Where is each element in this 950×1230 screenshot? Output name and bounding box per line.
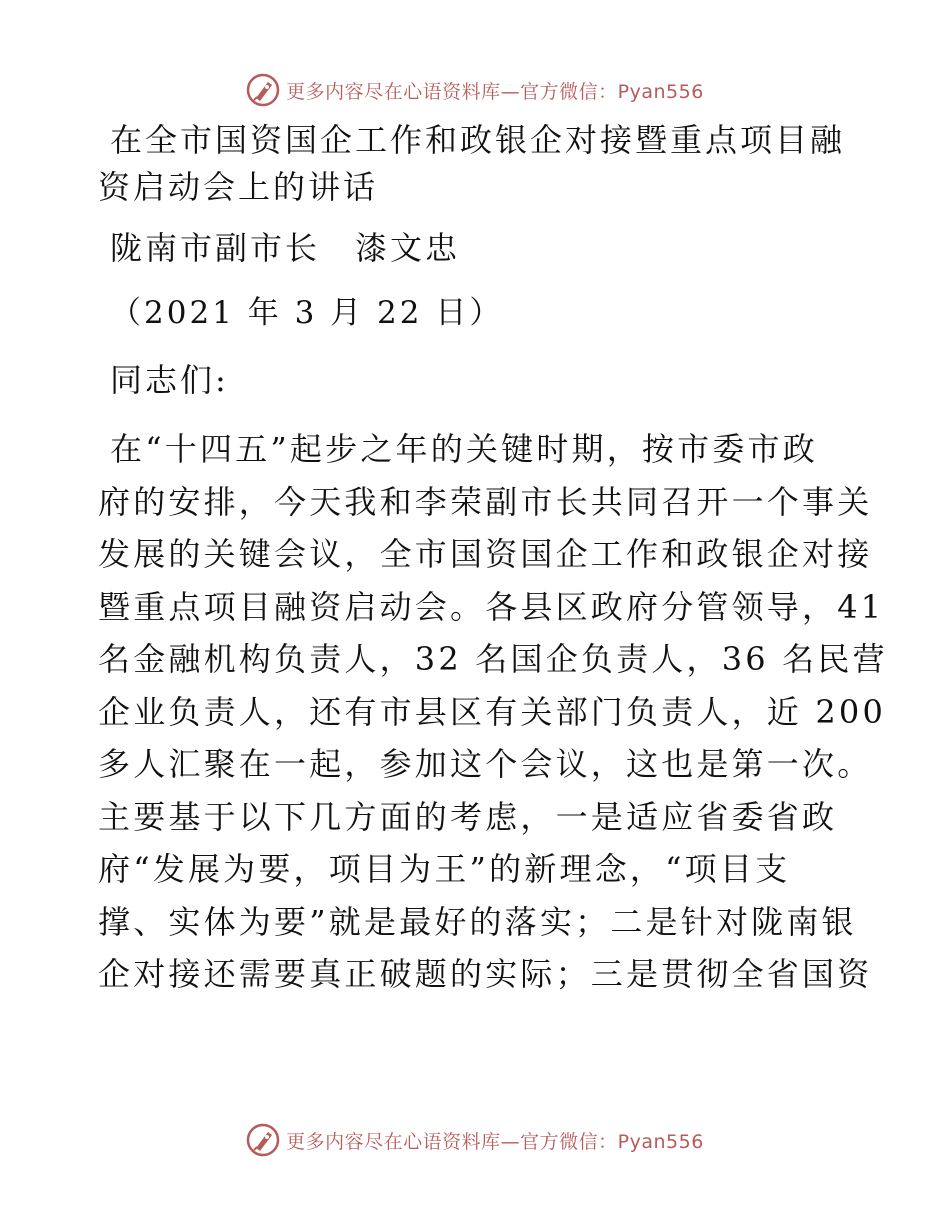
greeting-line: 同志们: [110,361,229,399]
document-content [98,118,888,1001]
paragraph-line: 发展的关键会议，全市国资国企工作和政银企对接 [98,535,873,573]
date-line: （2021 年 3 月 22 日） [110,295,504,331]
paragraph-line: 企对接还需要真正破题的实际；三是贯彻全省国资 [98,955,873,993]
watermark-text: 更多内容尽在心语资料库—官方微信：Pyan556 [286,80,704,103]
pen-nib-icon [246,1123,280,1157]
document-title [98,118,850,212]
watermark-banner-top [0,70,950,110]
body-paragraph [98,423,888,1001]
title-line: 在全市国资国企工作和政银企对接暨重点项目融 [110,121,846,159]
paragraph-line: 府“发展为要，项目为王”的新理念，“项目支 [98,850,791,888]
paragraph-line: 在“十四五”起步之年的关键时期，按市委市政 [110,430,818,468]
paragraph-line: 企业负责人，还有市县区有关部门负责人，近 200 [98,692,887,731]
paragraph-line: 主要基于以下几方面的考虑，一是适应省委省政 [98,797,838,836]
watermark-text: 更多内容尽在心语资料库—官方微信：Pyan556 [286,1130,704,1153]
paragraph-line: 暨重点项目融资启动会。各县区政府分管领导，41 [98,587,885,626]
paragraph-line: 名金融机构负责人，32 名国企负责人，36 名民营 [98,640,888,678]
paragraph-line: 府的安排，今天我和李荣副市长共同召开一个事关 [98,482,873,521]
paragraph-line: 撑、实体为要”就是最好的落实；二是针对陇南银 [98,902,857,941]
title-line: 资启动会上的讲话 [98,168,379,206]
pen-nib-icon [246,73,280,107]
author-line: 陇南市副市长 漆文忠 [110,229,461,267]
paragraph-line: 多人汇聚在一起，参加这个会议，这也是第一次。 [98,745,873,783]
watermark-banner-bottom [0,1120,950,1160]
